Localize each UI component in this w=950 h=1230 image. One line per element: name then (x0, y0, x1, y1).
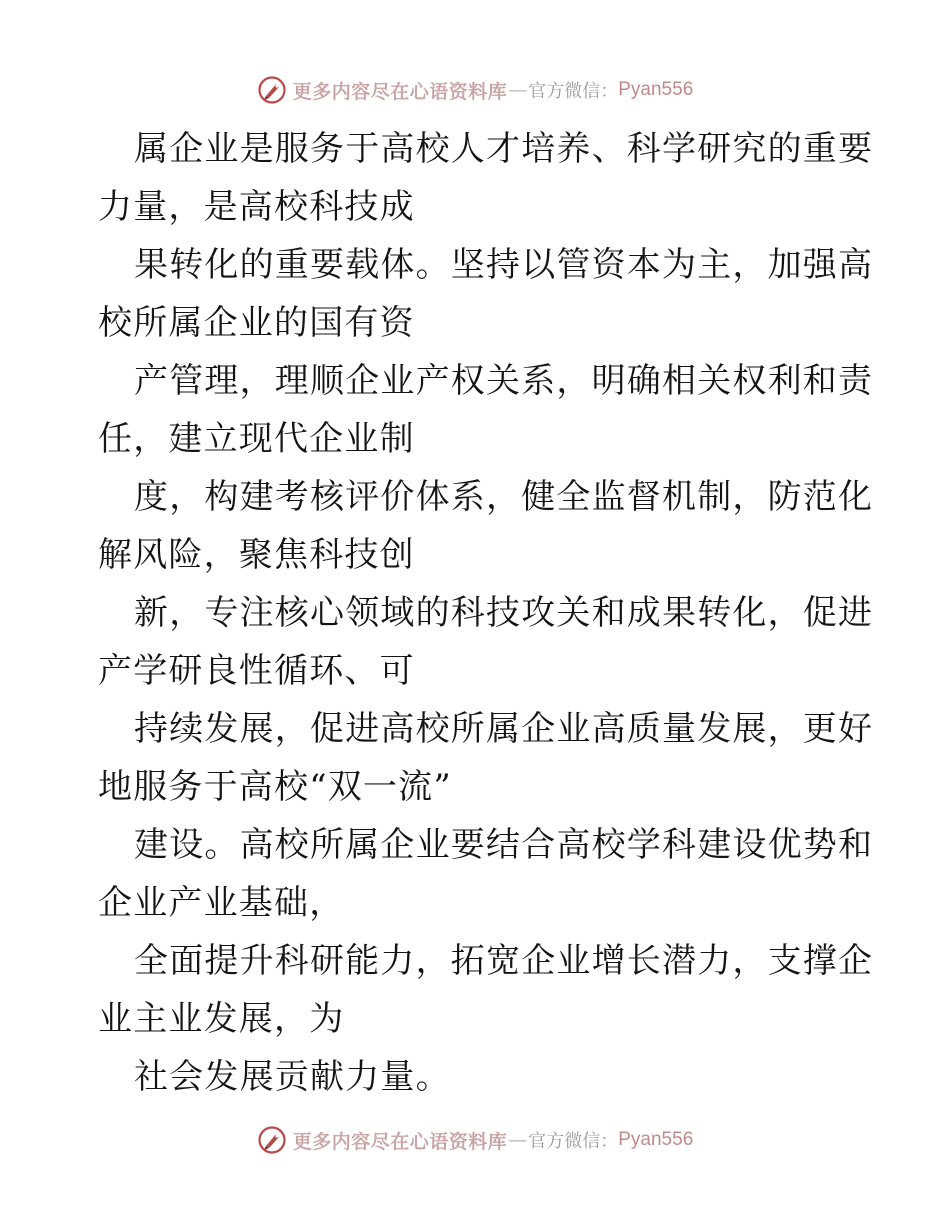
footer-wechat-id: Pyan556 (618, 1129, 694, 1150)
footer-banner (0, 1120, 950, 1160)
header-wechat-id: Pyan556 (618, 79, 694, 100)
header-wechat-label: 官方微信： (528, 81, 619, 102)
body-line-16: 业主业发展，为 (98, 999, 345, 1039)
body-line-2: 力量，是高校科技成 (98, 187, 415, 227)
body-line-8: 解风险，聚焦科技创 (98, 535, 415, 575)
body-line-6: 任，建立现代企业制 (98, 419, 415, 459)
body-line-14: 企业产业基础， (98, 883, 345, 923)
footer-wechat-label: 官方微信： (528, 1131, 619, 1152)
body-line-12: 地服务于高校“双一流” (98, 767, 452, 807)
body-line-9: 新，专注核心领域的科技攻关和成果转化，促进 (134, 593, 874, 633)
document-body (98, 120, 874, 1106)
footer-banner-separator: — (508, 1129, 528, 1151)
body-line-7: 度，构建考核评价体系，健全监督机制，防范化 (134, 477, 874, 517)
body-line-13: 建设。高校所属企业要结合高校学科建设优势和 (134, 825, 874, 865)
body-line-11: 持续发展，促进高校所属企业高质量发展，更好 (134, 709, 874, 749)
pen-nib-logo-icon (257, 1125, 287, 1155)
header-banner-title: 更多内容尽在心语资料库 (292, 80, 508, 103)
footer-banner-title: 更多内容尽在心语资料库 (292, 1130, 508, 1153)
header-banner (0, 70, 950, 110)
body-line-5: 产管理，理顺企业产权关系，明确相关权利和责 (134, 361, 874, 401)
header-banner-separator: — (508, 79, 528, 101)
body-line-15: 全面提升科研能力，拓宽企业增长潜力，支撑企 (134, 941, 874, 981)
body-line-3: 果转化的重要载体。坚持以管资本为主，加强高 (134, 245, 874, 285)
body-line-17: 社会发展贡献力量。 (134, 1057, 451, 1097)
body-line-10: 产学研良性循环、可 (98, 651, 415, 691)
pen-nib-logo-icon (257, 75, 287, 105)
body-line-4: 校所属企业的国有资 (98, 303, 415, 343)
body-line-1: 属企业是服务于高校人才培养、科学研究的重要 (134, 129, 874, 169)
